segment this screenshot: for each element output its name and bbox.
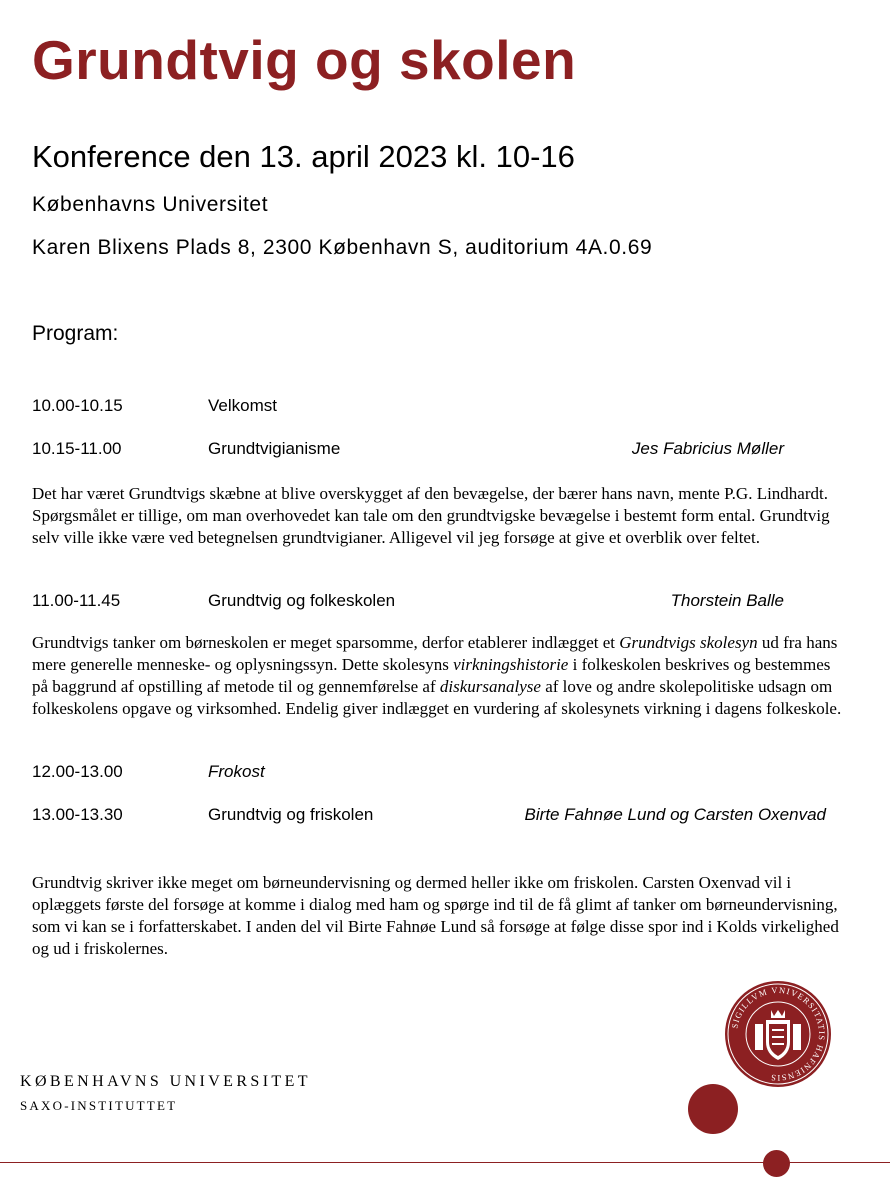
- university-seal-icon: [724, 980, 832, 1088]
- footer-divider: [0, 1162, 890, 1163]
- venue-address: Karen Blixens Plads 8, 2300 København S, auditorium 4A.0.69: [32, 236, 653, 259]
- program-heading: Program:: [32, 322, 119, 345]
- program-time: 11.00-11.45: [32, 591, 121, 610]
- program-topic: Grundtvig og friskolen: [208, 805, 374, 824]
- description-emphasis: virkningshistorie: [453, 655, 569, 674]
- program-row: [32, 396, 862, 420]
- program-time: 13.00-13.30: [32, 805, 123, 824]
- program-row: [32, 762, 862, 786]
- page-title: Grundtvig og skolen: [32, 29, 577, 91]
- description-text: i folkeskolen beskrives og bestemmes på baggrund af opstilling af metode til og gennemførelse af: [32, 655, 831, 696]
- program-time: 12.00-13.00: [32, 762, 123, 781]
- program-time: 10.00-10.15: [32, 396, 123, 415]
- description-friskolen: Grundtvig skriver ikke meget om børneundervisning og dermed heller ikke om friskolen. Carsten Oxenvad vil i oplæggets første del forsøge at komme i dialog med ham og spørge ind til de få glimt af tanker om børneundervisning, som vi kan se i forfatterskabet. I anden del vil Birte Fahnøe Lund så forsøge at følge disse spor ind i Kolds virkelighed og ud i friskolernes.: [32, 873, 839, 958]
- description-emphasis: Grundtvigs skolesyn: [619, 633, 758, 652]
- seal-text: SIGILLVM VNIVERSITATIS HAFNIENSIS: [729, 984, 828, 1084]
- footer-university: KØBENHAVNS UNIVERSITET: [20, 1073, 311, 1090]
- program-topic: Grundtvigianisme: [208, 439, 341, 458]
- program-speaker: Jes Fabricius Møller: [631, 439, 784, 458]
- description-text: Grundtvigs tanker om børneskolen er meget sparsomme, derfor etablerer indlægget et: [32, 633, 620, 652]
- footer-institute: SAXO-INSTITUTTET: [20, 1098, 178, 1113]
- venue-name: Københavns Universitet: [32, 193, 269, 216]
- description-text: af love og andre skolepolitiske udsagn om folkeskolens opgave og virksomhed. Endelig giver indlægget en vurdering af skolesynets virkning i dagens folkeskole.: [32, 677, 842, 718]
- description-grundtvigianisme: Det har været Grundtvigs skæbne at blive overskygget af den bevægelse, der bærer hans navn, mente P.G. Lindhardt. Spørgsmålet er tillige, om man overhovedet kan tale om den grundtvigske bevægelse i bestemt form ental. Grundtvig selv ville ikke være ved betegnelsen grundtvigianer. Alligevel vil jeg forsøge at give et overblik over feltet.: [32, 484, 830, 547]
- program-topic: Frokost: [208, 762, 265, 781]
- program-row: [32, 591, 862, 615]
- program-topic: Grundtvig og folkeskolen: [208, 591, 396, 610]
- program-row: [32, 439, 862, 463]
- decorative-circle: [688, 1084, 738, 1134]
- conference-date: Konference den 13. april 2023 kl. 10-16: [32, 139, 575, 174]
- description-emphasis: diskursanalyse: [439, 677, 541, 696]
- program-speaker: Thorstein Balle: [670, 591, 784, 610]
- description-folkeskolen: [32, 632, 842, 720]
- decorative-circle: [763, 1150, 790, 1177]
- description-text: ud fra hans mere generelle menneske- og oplysningssyn. Dette skolesyns: [32, 633, 838, 674]
- program-topic: Velkomst: [208, 396, 277, 415]
- program-time: 10.15-11.00: [32, 439, 122, 458]
- program-row: [32, 805, 862, 829]
- program-speaker: Birte Fahnøe Lund og Carsten Oxenvad: [524, 805, 826, 824]
